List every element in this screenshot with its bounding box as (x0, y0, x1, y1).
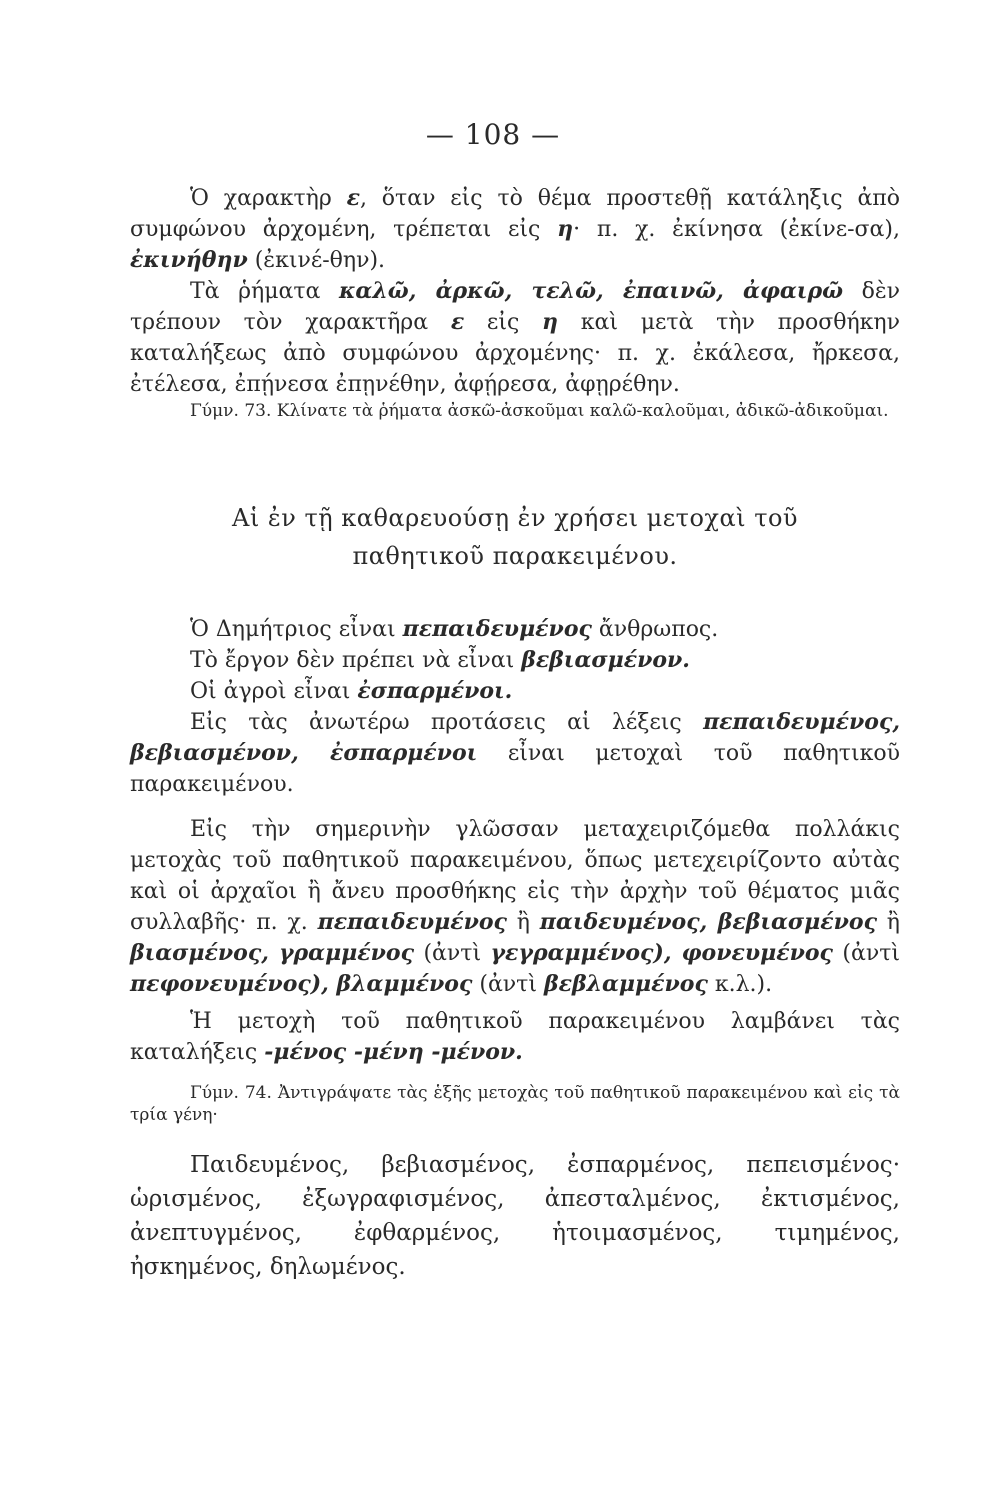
participle-list: Παιδευμένος, βεβιασμένος, ἐσπαρμένος, πεπεισμένος· ὡρισμένος, ἐξωγραφισμένος, ἀπεσταλμένος, ἐκτισμένος, ἀνεπτυγμένος, ἐφθαρμένος, ἡτοιμασμένος, τιμημένος, ἠσκημένος, δηλωμένος. (130, 1152, 900, 1280)
paragraph-character-change: Ὁ χαρακτὴρ ε, ὅταν εἰς τὸ θέμα προστεθῇ κατάληξις ἀπὸ συμφώνου ἀρχομένη, τρέπεται εἰς η· π. χ. ἐκίνησα (ἐκίνε-σα), ἐκινήθην (ἐκινέ-θην). (130, 185, 901, 273)
section-participles (130, 614, 900, 1284)
paragraph-exceptions: Τὰ ῥήματα καλῶ, ἀρκῶ, τελῶ, ἐπαινῶ, ἀφαιρῶ δὲν τρέπουν τὸν χαρακτῆρα ε εἰς η καὶ μετὰ τὴν προσθήκην καταλήξεως ἀπὸ συμφώνου ἀρχομένης· π. χ. ἐκάλεσα, ἤρκεσα, ἐτέλεσα, ἐπῄνεσα ἐπῃνέθην, ἀφῄρεσα, ἀφῃρέθην. (130, 278, 901, 397)
heading-line-2: παθητικοῦ παρακειμένου. (352, 542, 678, 570)
heading-line-1: Αἱ ἐν τῇ καθαρευούσῃ ἐν χρήσει μετοχαὶ τοῦ (231, 504, 799, 532)
paragraph-endings: Ἡ μετοχὴ τοῦ παθητικοῦ παρακειμένου λαμβάνει τὰς καταλήξεις -μένος -μένη -μένον. (130, 1009, 900, 1065)
example-sentence-3: Οἱ ἀγροὶ εἶναι ἐσπαρμένοι. (190, 678, 513, 704)
section-vowel-change (130, 183, 900, 422)
page-number: — 108 — (425, 118, 561, 151)
section-heading (130, 499, 900, 575)
example-sentence-2: Τὸ ἔργον δὲν πρέπει νὰ εἶναι βεβιασμένον. (190, 647, 690, 673)
exercise-74: Γύμν. 74. Ἀντιγράψατε τὰς ἑξῆς μετοχὰς τοῦ παθητικοῦ παρακειμένου καὶ εἰς τὰ τρία γένη· (130, 1083, 900, 1125)
exercise-73: Γύμν. 73. Κλίνατε τὰ ῥήματα ἀσκῶ-ἀσκοῦμαι καλῶ-καλοῦμαι, ἀδικῶ-ἀδικοῦμαι. (190, 401, 889, 421)
paragraph-modern-usage: Εἰς τὴν σημερινὴν γλῶσσαν μεταχειριζόμεθα πολλάκις μετοχὰς τοῦ παθητικοῦ παρακειμένου, ὅπως μετεχειρίζοντο αὐτὰς καὶ οἱ ἀρχαῖοι ἢ ἄνευ προσθήκης εἰς τὴν ἀρχὴν τοῦ θέματος μιᾶς συλλαβῆς· π. χ. πεπαιδευμένος ἢ παιδευμένος, βεβιασμένος ἢ βιασμένος, γραμμένος (ἀντὶ γεγραμμένος), φονευμένος (ἀντὶ πεφονευμένος), βλαμμένος (ἀντὶ βεβλαμμένος κ.λ.). (130, 817, 900, 997)
paragraph-participles-identified: Εἰς τὰς ἀνωτέρω προτάσεις αἱ λέξεις πεπαιδευμένος, βεβιασμένον, ἐσπαρμένοι εἶναι μετοχαὶ τοῦ παθητικοῦ παρακειμένου. (130, 709, 900, 797)
example-sentence-1: Ὁ Δημήτριος εἶναι πεπαιδευμένος ἄνθρωπος. (190, 616, 719, 642)
